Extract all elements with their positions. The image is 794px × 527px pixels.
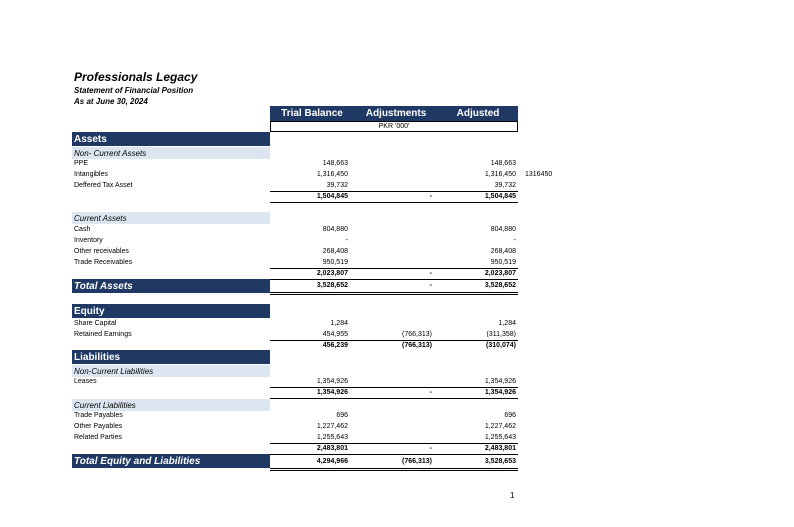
subtotal-rule [270, 398, 518, 399]
subtotal-adjusted: 1,504,845 [484, 193, 516, 200]
statement-title: Statement of Financial Position [74, 86, 194, 95]
company-title: Professionals Legacy [74, 70, 198, 84]
cell-trial-balance: 804,880 [322, 226, 348, 233]
section-liabilities: Liabilities [72, 350, 270, 364]
subsection-current-assets: Current Assets [72, 212, 270, 224]
row-label: Cash [74, 226, 91, 233]
subtotal-adjustments: - [429, 389, 432, 396]
cell-adjusted: 804,880 [490, 226, 516, 233]
total-equity-liabilities-trial-balance: 4,294,966 [316, 458, 348, 465]
row-label: Other Payables [74, 423, 123, 430]
total-equity-liabilities-label: Total Equity and Liabilities [72, 454, 270, 468]
cell-adjusted: 1,284 [498, 320, 516, 327]
cell-adjusted: - [513, 237, 516, 244]
subtotal-adjusted: (310,074) [486, 342, 516, 349]
subtotal-adjusted: 1,354,926 [484, 389, 516, 396]
col-header-trial-balance: Trial Balance [270, 106, 354, 121]
cell-trial-balance: 1,284 [330, 320, 348, 327]
subsection-current-liabilities: Current Liabilities [72, 399, 270, 411]
subsection-noncurrent-liabilities: Non-Current Liabilities [72, 365, 270, 377]
cell-trial-balance: 1,354,926 [316, 378, 348, 385]
cell-trial-balance: 1,255,643 [316, 434, 348, 441]
cell-adjusted: 696 [504, 412, 516, 419]
row-label: Deffered Tax Asset [74, 182, 133, 189]
cell-trial-balance: 950,519 [322, 259, 348, 266]
cell-trial-balance: 454,955 [322, 331, 348, 338]
statement-date: As at June 30, 2024 [74, 97, 148, 106]
subtotal-adjustments: (766,313) [402, 342, 432, 349]
side-note: 1316450 [525, 171, 553, 178]
cell-adjustments: (766,313) [402, 331, 432, 338]
total-equity-liabilities-adjusted: 3,528,653 [484, 458, 516, 465]
cell-adjusted: 1,354,926 [484, 378, 516, 385]
total-assets-adjusted: 3,528,652 [484, 282, 516, 289]
row-label: Share Capital [74, 320, 117, 327]
subtotal-adjustments: - [429, 193, 432, 200]
col-header-adjusted: Adjusted [438, 106, 518, 121]
subtotal-trial-balance: 456,239 [322, 342, 348, 349]
subtotal-adjusted: 2,023,807 [484, 270, 516, 277]
cell-trial-balance: 148,663 [322, 160, 348, 167]
row-label: Retained Earnings [74, 331, 132, 338]
cell-trial-balance: 1,316,450 [316, 171, 348, 178]
row-label: Trade Payables [74, 412, 123, 419]
cell-adjusted: (311,358) [486, 331, 516, 338]
row-label: Intangibles [74, 171, 108, 178]
row-label: PPE [74, 160, 89, 167]
cell-trial-balance: 696 [336, 412, 348, 419]
total-equity-liabilities-adjustments: (766,313) [402, 458, 432, 465]
subsection-noncurrent-assets: Non- Current Assets [72, 147, 270, 159]
row-label: Related Parties [74, 434, 122, 441]
section-assets: Assets [72, 132, 270, 146]
row-label: Leases [74, 378, 97, 385]
cell-adjusted: 1,316,450 [484, 171, 516, 178]
cell-adjusted: 950,519 [490, 259, 516, 266]
cell-adjusted: 268,408 [490, 248, 516, 255]
subtotal-trial-balance: 2,023,807 [316, 270, 348, 277]
cell-adjusted: 1,255,643 [484, 434, 516, 441]
cell-adjusted: 39,732 [494, 182, 516, 189]
total-assets-trial-balance: 3,528,652 [316, 282, 348, 289]
page-number: 1 [510, 491, 515, 500]
cell-adjusted: 1,227,462 [484, 423, 516, 430]
subtotal-rule [270, 279, 518, 280]
cell-trial-balance: 268,408 [322, 248, 348, 255]
subtotal-trial-balance: 2,483,801 [316, 445, 348, 452]
cell-trial-balance: - [345, 237, 348, 244]
cell-trial-balance: 1,227,462 [316, 423, 348, 430]
subtotal-adjustments: - [429, 445, 432, 452]
currency-unit: PKR '000' [270, 121, 518, 132]
subtotal-rule [270, 202, 518, 203]
subtotal-rule [270, 454, 518, 455]
subtotal-trial-balance: 1,354,926 [316, 389, 348, 396]
subtotal-adjusted: 2,483,801 [484, 445, 516, 452]
total-assets-label: Total Assets [72, 279, 270, 293]
row-label: Other receivables [74, 248, 129, 255]
cell-adjusted: 148,663 [490, 160, 516, 167]
col-header-adjustments: Adjustments [354, 106, 438, 121]
subtotal-adjustments: - [429, 270, 432, 277]
row-label: Trade Receivables [74, 259, 133, 266]
total-assets-adjustments: - [429, 282, 432, 289]
cell-trial-balance: 39,732 [326, 182, 348, 189]
row-label: Inventory [74, 237, 103, 244]
section-equity: Equity [72, 304, 270, 318]
total-double-rule [270, 468, 518, 471]
total-double-rule [270, 292, 518, 295]
subtotal-trial-balance: 1,504,845 [316, 193, 348, 200]
